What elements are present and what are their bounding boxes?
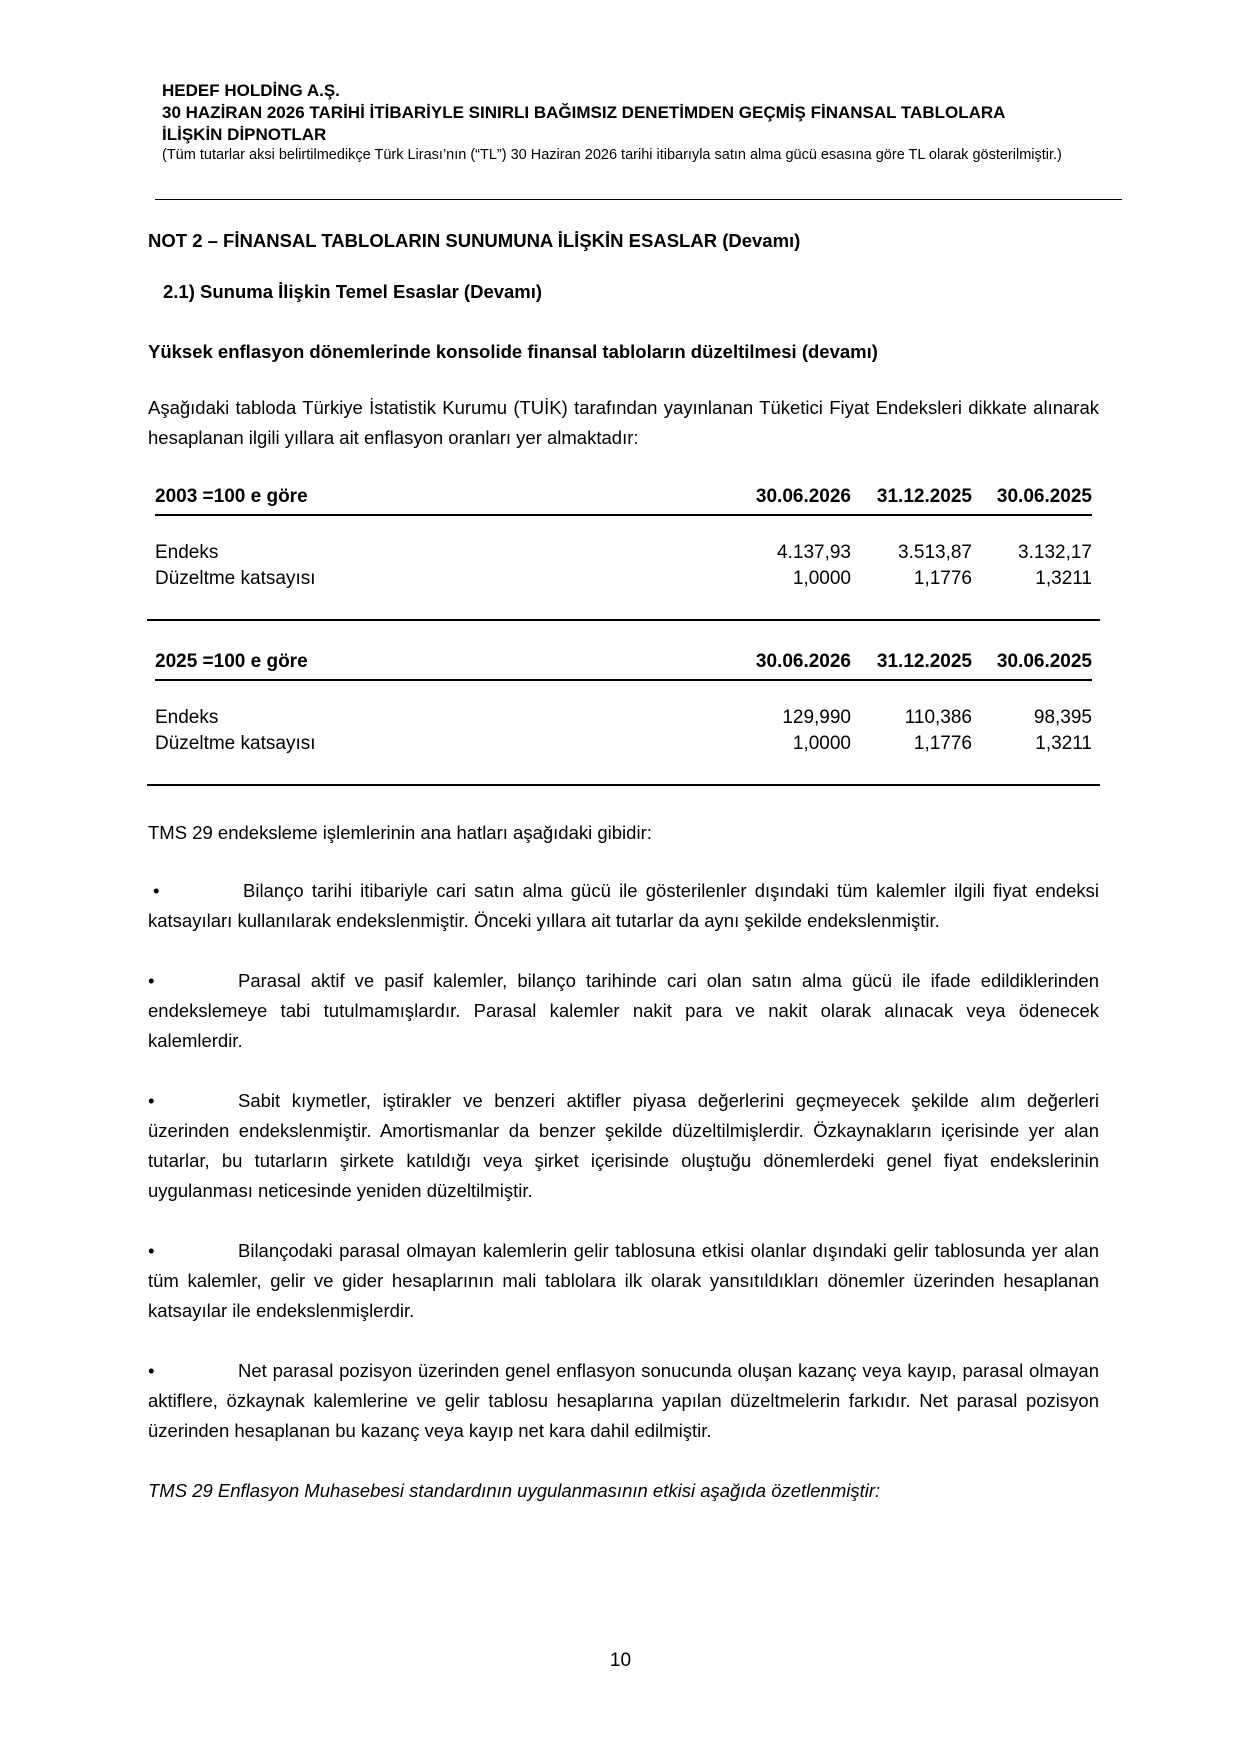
bullet-text: Bilançodaki parasal olmayan kalemlerin gelir tablosuna etkisi olanlar dışındaki gelir tablosunda yer alan tüm kalemler, gelir ve gider hesaplarının mali tablolara ilk olarak yansıtıldıkları dönemler üzerinden hesaplanan katsayılar ile endekslenmişlerdir.: [148, 1240, 1099, 1321]
intro-paragraph: Aşağıdaki tabloda Türkiye İstatistik Kurumu (TUİK) tarafından yayınlanan Tüketici Fiyat Endeksleri dikkate alınarak hesaplanan ilgili yıllara ait enflasyon oranları yer almaktadır:: [148, 397, 1099, 448]
table-header-date: 30.06.2025: [996, 486, 1092, 507]
bullet-text: Sabit kıymetler, iştirakler ve benzeri aktifler piyasa değerlerini geçmeyecek şekilde alım değerleri üzerinden endekslenmiştir. Amortismanlar da benzer şekilde düzeltilmişlerdir. Özkaynakların içerisinde yer alan tutarlar, bu tutarların şirkete katıldığı veya şirket içerisinde oluştuğu dönemlerdeki genel fiyat endekslerinin uygulanması neticesinde yeniden düzeltilmiştir.: [148, 1090, 1099, 1201]
table-cell: 1,3211: [1035, 733, 1092, 754]
table-header-rule: [155, 514, 1092, 516]
table-header-date: 30.06.2026: [755, 651, 851, 672]
tms-intro: TMS 29 endeksleme işlemlerinin ana hatları aşağıdaki gibidir:: [148, 822, 652, 843]
table-cell: 3.513,87: [898, 542, 972, 563]
table-header-base: 2003 =100 e göre: [155, 486, 308, 507]
page-header: [162, 80, 1122, 165]
table-cell: 1,1776: [913, 568, 972, 589]
bullet-symbol: •: [148, 1090, 155, 1111]
table-bottom-rule: [147, 784, 1100, 786]
table-header-date: 31.12.2025: [876, 651, 972, 672]
company-name: HEDEF HOLDİNG A.Ş.: [162, 81, 340, 100]
list-item: [148, 1356, 1099, 1446]
row-label: Endeks: [155, 542, 219, 563]
table-cell: 1,3211: [1035, 568, 1092, 589]
row-label: Düzeltme katsayısı: [155, 568, 316, 589]
table-row: [155, 733, 1092, 757]
table-header-row: [155, 486, 1092, 510]
header-currency-note: (Tüm tutarlar aksi belirtilmedikçe Türk Lirası’nın (“TL”) 30 Haziran 2026 tarihi itibarıyla satın alma gücü esasına göre TL olarak gösterilmiştir.): [162, 147, 1062, 163]
table-header-date: 30.06.2026: [755, 486, 851, 507]
section-heading: Yüksek enflasyon dönemlerinde konsolide finansal tabloların düzeltilmesi (devamı): [148, 341, 878, 362]
index-table-2003: [147, 486, 1100, 626]
bullet-text: Net parasal pozisyon üzerinden genel enflasyon sonucunda oluşan kazanç veya kayıp, parasal olmayan aktiflere, özkaynak kalemlerine ve gelir tablosu hesaplarına yapılan düzeltmelerin farkıdır. Net parasal pozisyon üzerinden hesaplanan bu kazanç veya kayıp net kara dahil edilmiştir.: [148, 1360, 1099, 1441]
list-item: [148, 966, 1099, 1056]
index-table-2025: [147, 651, 1100, 791]
header-title-line-2: İLİŞKİN DİPNOTLAR: [162, 125, 327, 144]
bullet-symbol: •: [148, 970, 155, 991]
table-header-rule: [155, 679, 1092, 681]
row-label: Düzeltme katsayısı: [155, 733, 316, 754]
header-divider: [155, 199, 1122, 200]
table-cell: 3.132,17: [1018, 542, 1092, 563]
table-cell: 4.137,93: [777, 542, 851, 563]
bullet-symbol: •: [153, 880, 160, 901]
table-cell: 129,990: [782, 707, 851, 728]
table-header-date: 30.06.2025: [996, 651, 1092, 672]
note-heading: NOT 2 – FİNANSAL TABLOLARIN SUNUMUNA İLİŞKİN ESASLAR (Devamı): [148, 230, 801, 251]
bullet-text: Bilanço tarihi itibariyle cari satın alma gücü ile gösterilenler dışındaki tüm kalemler ilgili fiyat endeksi katsayıları kullanılarak endekslenmiştir. Önceki yıllara ait tutarlar da aynı şekilde endekslenmiştir.: [148, 880, 1099, 931]
table-cell: 1,0000: [792, 568, 851, 589]
list-item: [148, 876, 1099, 936]
subheading: 2.1) Sunuma İlişkin Temel Esaslar (Devamı): [163, 281, 543, 302]
table-row: [155, 568, 1092, 592]
table-cell: 1,0000: [792, 733, 851, 754]
list-item: [148, 1086, 1099, 1206]
table-cell: 1,1776: [913, 733, 972, 754]
bullet-symbol: •: [148, 1240, 155, 1261]
table-header-date: 31.12.2025: [876, 486, 972, 507]
table-row: [155, 542, 1092, 566]
bullet-text: Parasal aktif ve pasif kalemler, bilanço tarihinde cari olan satın alma gücü ile ifade edildiklerinden endekslemeye tabi tutulmamışlardır. Parasal kalemler nakit para ve nakit olarak alınacak veya ödenecek kalemlerdir.: [148, 970, 1099, 1051]
closing-statement: TMS 29 Enflasyon Muhasebesi standardının uygulanmasının etkisi aşağıda özetlenmiştir:: [148, 1480, 881, 1501]
table-row: [155, 707, 1092, 731]
list-item: [148, 1236, 1099, 1326]
bullet-symbol: •: [148, 1360, 155, 1381]
table-header-base: 2025 =100 e göre: [155, 651, 308, 672]
row-label: Endeks: [155, 707, 219, 728]
header-title-line-1: 30 HAZİRAN 2026 TARİHİ İTİBARİYLE SINIRLI BAĞIMSIZ DENETİMDEN GEÇMİŞ FİNANSAL TABLOLARA: [162, 103, 1006, 122]
table-cell: 110,386: [904, 707, 972, 728]
table-header-row: [155, 651, 1092, 675]
page-number: 10: [609, 1650, 632, 1671]
table-bottom-rule: [147, 619, 1100, 621]
table-cell: 98,395: [1033, 707, 1092, 728]
